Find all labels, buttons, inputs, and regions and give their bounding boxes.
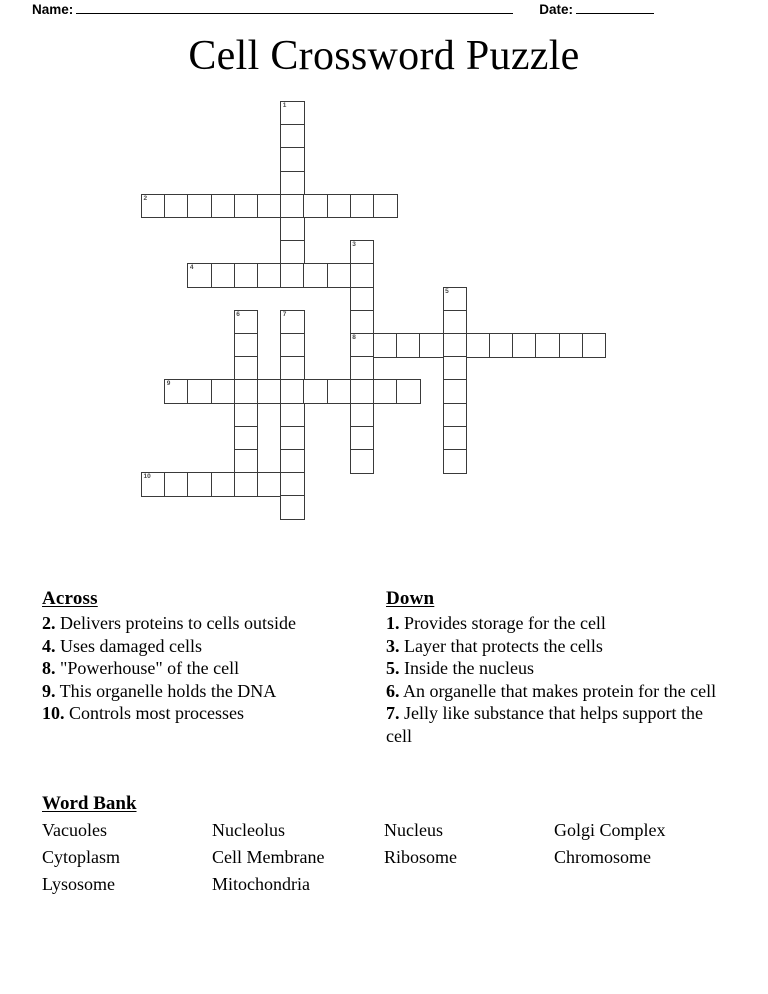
crossword-cell[interactable] [582, 333, 607, 358]
word-bank-section [42, 793, 732, 898]
crossword-cell-number: 1 [282, 102, 287, 109]
crossword-cell[interactable] [280, 426, 305, 451]
crossword-cell-number: 2 [143, 194, 148, 202]
crossword-cell[interactable] [257, 194, 282, 219]
crossword-cell[interactable] [164, 379, 189, 404]
word-bank-empty [384, 871, 554, 898]
clue-text: Jelly like substance that helps support the cell [386, 703, 703, 746]
crossword-cell[interactable] [280, 263, 305, 288]
clue-text: Controls most processes [64, 703, 244, 723]
clue-item [42, 635, 372, 658]
crossword-cell[interactable] [234, 449, 259, 474]
crossword-cell[interactable] [350, 403, 375, 428]
crossword-cell[interactable] [257, 263, 282, 288]
crossword-cell[interactable] [303, 194, 328, 219]
clue-text: Layer that protects the cells [399, 635, 603, 656]
crossword-cell[interactable] [327, 263, 352, 288]
crossword-cell[interactable] [280, 124, 305, 149]
word-bank-heading: Word Bank [42, 793, 137, 814]
crossword-cell[interactable] [443, 333, 468, 358]
crossword-cell[interactable] [350, 426, 375, 451]
crossword-cell[interactable] [187, 194, 212, 219]
word-bank-row [42, 844, 732, 871]
crossword-cell[interactable] [234, 472, 259, 497]
crossword-cell[interactable] [280, 147, 305, 172]
crossword-cell-number: 7 [282, 310, 287, 318]
crossword-cell[interactable] [350, 310, 375, 335]
crossword-cell[interactable] [350, 356, 375, 381]
crossword-cell[interactable] [350, 240, 375, 265]
crossword-cell[interactable] [443, 449, 468, 474]
crossword-cell[interactable] [211, 379, 236, 404]
crossword-cell[interactable] [234, 194, 259, 219]
clue-text: "Powerhouse" of the cell [55, 658, 240, 678]
crossword-cell[interactable] [443, 356, 468, 381]
crossword-cell[interactable] [373, 333, 398, 358]
crossword-cell[interactable] [280, 194, 305, 219]
clue-text: Uses damaged cells [55, 635, 202, 656]
crossword-cell[interactable] [443, 426, 468, 451]
crossword-cell[interactable] [350, 194, 375, 219]
crossword-cell-number: 9 [166, 380, 171, 388]
clue-number: 6. [386, 680, 400, 701]
crossword-cell-number: 5 [445, 287, 449, 295]
crossword-cell[interactable] [303, 263, 328, 288]
crossword-cell[interactable] [211, 194, 236, 219]
crossword-cell[interactable] [350, 333, 375, 358]
word-bank-word[interactable]: Nucleolus [212, 820, 285, 840]
word-bank-word[interactable]: Lysosome [42, 874, 116, 894]
crossword-cell[interactable] [350, 287, 375, 312]
crossword-cell[interactable] [396, 379, 421, 404]
word-bank-word[interactable]: Cell Membrane [212, 847, 325, 867]
page-title: Cell Crossword Puzzle [188, 33, 580, 79]
crossword-cell[interactable] [327, 194, 352, 219]
crossword-cell[interactable] [234, 263, 259, 288]
crossword-cell[interactable] [303, 379, 328, 404]
clue-item [386, 657, 726, 680]
crossword-cell[interactable] [396, 333, 421, 358]
across-heading: Across [42, 588, 98, 609]
clue-number: 10. [42, 703, 65, 723]
crossword-cell[interactable] [280, 333, 305, 358]
word-bank-row [42, 817, 732, 844]
clue-item [42, 702, 372, 725]
clue-item [386, 612, 726, 635]
crossword-cell[interactable] [280, 472, 305, 497]
clue-number: 3. [386, 635, 400, 656]
clue-item [42, 680, 372, 703]
crossword-cell[interactable] [466, 333, 491, 358]
crossword-cell[interactable] [280, 356, 305, 381]
crossword-cell[interactable] [164, 194, 189, 219]
across-clue-list [42, 612, 372, 725]
crossword-cell[interactable] [280, 310, 305, 335]
crossword-cell[interactable] [443, 379, 468, 404]
clue-item [42, 657, 372, 680]
clue-number: 9. [42, 680, 56, 701]
crossword-cell[interactable] [350, 449, 375, 474]
crossword-cell[interactable] [257, 379, 282, 404]
crossword-cell[interactable] [211, 263, 236, 288]
word-bank-word[interactable]: Nucleus [384, 820, 443, 840]
clue-number: 4. [42, 635, 56, 656]
crossword-cell[interactable] [280, 403, 305, 428]
crossword-cell[interactable] [535, 333, 560, 358]
crossword-cell[interactable] [280, 495, 305, 520]
crossword-cell-number: 6 [236, 310, 240, 318]
crossword-cell-number: 8 [352, 334, 356, 341]
crossword-cell[interactable] [373, 194, 398, 219]
crossword-cell[interactable] [350, 263, 375, 288]
crossword-cell[interactable] [141, 194, 166, 219]
word-bank-empty [554, 871, 724, 898]
clue-number: 7. [386, 703, 400, 723]
crossword-cell[interactable] [211, 472, 236, 497]
word-bank-word[interactable]: Cytoplasm [42, 847, 121, 867]
word-bank-word[interactable]: Mitochondria [212, 874, 310, 894]
crossword-cell[interactable] [419, 333, 444, 358]
crossword-cell[interactable] [350, 379, 375, 404]
clue-text: Delivers proteins to cells outside [55, 613, 296, 633]
crossword-cell[interactable] [234, 333, 259, 358]
clue-number: 5. [386, 658, 400, 678]
crossword-cell[interactable] [187, 263, 212, 288]
crossword-cell[interactable] [512, 333, 537, 358]
down-clues-column [386, 588, 726, 747]
name-label: Name: [32, 2, 74, 17]
crossword-cell[interactable] [373, 379, 398, 404]
down-clue-list [386, 612, 726, 747]
word-bank-row [42, 871, 732, 898]
clue-text: Provides storage for the cell [399, 613, 606, 633]
crossword-cell[interactable] [234, 426, 259, 451]
clue-text: Inside the nucleus [399, 658, 534, 678]
crossword-cell[interactable] [443, 403, 468, 428]
clues-section [0, 588, 768, 778]
clue-item [386, 635, 726, 658]
crossword-cell[interactable] [141, 472, 166, 497]
crossword-cell[interactable] [187, 472, 212, 497]
clue-item [42, 612, 372, 635]
crossword-cell-number: 3 [352, 241, 356, 249]
across-clues-column [42, 588, 372, 725]
crossword-cell[interactable] [559, 333, 584, 358]
clue-text: This organelle holds the DNA [55, 680, 277, 701]
crossword-cell[interactable] [280, 449, 305, 474]
crossword-cell[interactable] [234, 356, 259, 381]
down-heading: Down [386, 588, 435, 609]
clue-item [386, 702, 726, 747]
crossword-cell-number: 10 [143, 473, 151, 481]
clue-item [386, 680, 726, 703]
crossword-cell[interactable] [280, 171, 305, 196]
crossword-cell[interactable] [234, 403, 259, 428]
crossword-cell[interactable] [234, 310, 259, 335]
crossword-cell[interactable] [280, 379, 305, 404]
word-bank-word[interactable]: Golgi Complex [554, 820, 666, 840]
word-bank-word[interactable]: Chromosome [554, 847, 651, 867]
clue-number: 1. [386, 613, 400, 633]
crossword-cell[interactable] [187, 379, 212, 404]
crossword-cell[interactable] [257, 472, 282, 497]
date-label: Date: [539, 2, 574, 17]
crossword-cell[interactable] [280, 217, 305, 242]
crossword-cell[interactable] [327, 379, 352, 404]
clue-number: 2. [42, 613, 56, 633]
word-bank-word[interactable]: Vacuoles [42, 820, 107, 840]
crossword-cell[interactable] [443, 287, 468, 312]
clue-text: An organelle that makes protein for the cell [399, 680, 717, 701]
crossword-cell[interactable] [164, 472, 189, 497]
crossword-cell[interactable] [443, 310, 468, 335]
crossword-cell[interactable] [280, 101, 305, 126]
word-bank-word[interactable]: Ribosome [384, 847, 458, 867]
crossword-cell[interactable] [280, 240, 305, 265]
word-bank-rows [42, 817, 732, 898]
crossword-cell[interactable] [489, 333, 514, 358]
crossword-cell-number: 4 [189, 264, 194, 272]
crossword-cell[interactable] [234, 379, 259, 404]
clue-number: 8. [42, 658, 56, 678]
